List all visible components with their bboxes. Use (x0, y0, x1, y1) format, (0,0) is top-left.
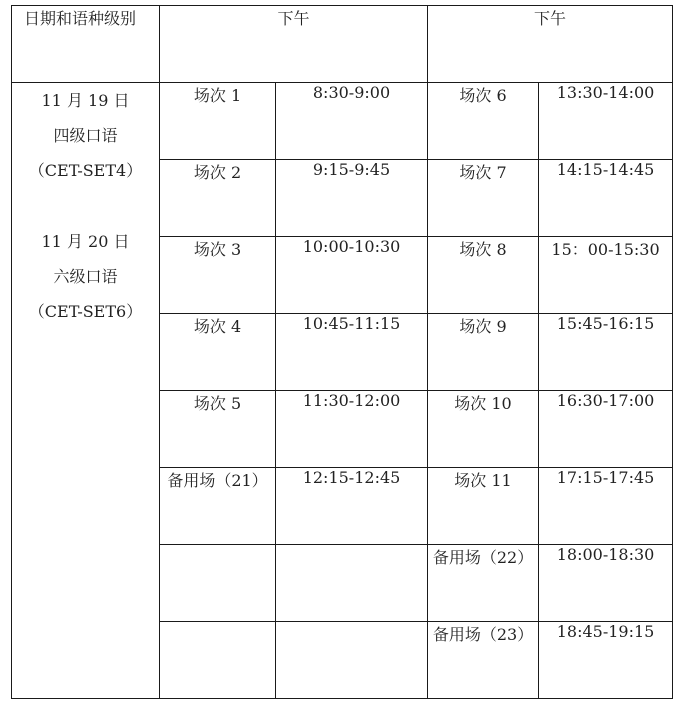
left-session: 备用场（21） (160, 468, 276, 545)
right-time: 13:30-14:00 (539, 83, 673, 160)
left-time: 8:30-9:00 (276, 83, 428, 160)
right-time: 18:45-19:15 (539, 622, 673, 699)
left-time: 9:15-9:45 (276, 160, 428, 237)
header-afternoon-1: 下午 (160, 6, 428, 83)
day1-code: （CET-SET4） (28, 161, 143, 180)
header-row (12, 6, 673, 83)
table-row (12, 83, 673, 160)
day2-level: 六级口语 (53, 267, 118, 286)
date-level-cell (12, 83, 160, 699)
right-session: 备用场（23） (428, 622, 539, 699)
right-time: 15:45-16:15 (539, 314, 673, 391)
right-time: 14:15-14:45 (539, 160, 673, 237)
day1-level: 四级口语 (53, 126, 118, 145)
right-session: 场次 7 (428, 160, 539, 237)
left-session: 场次 1 (160, 83, 276, 160)
spacer (12, 188, 159, 224)
right-session: 场次 8 (428, 237, 539, 314)
right-time: 15：00-15:30 (539, 237, 673, 314)
header-afternoon-2: 下午 (428, 6, 673, 83)
exam-schedule-table (11, 5, 673, 699)
day2-date: 11 月 20 日 (41, 232, 130, 251)
left-session (160, 545, 276, 622)
right-session: 备用场（22） (428, 545, 539, 622)
day2-code: （CET-SET6） (28, 302, 143, 321)
left-session: 场次 2 (160, 160, 276, 237)
right-time: 18:00-18:30 (539, 545, 673, 622)
right-time: 17:15-17:45 (539, 468, 673, 545)
left-session (160, 622, 276, 699)
right-time: 16:30-17:00 (539, 391, 673, 468)
left-time: 10:00-10:30 (276, 237, 428, 314)
day1-date: 11 月 19 日 (41, 91, 130, 110)
header-date-level: 日期和语种级别 (12, 6, 160, 83)
left-session: 场次 3 (160, 237, 276, 314)
right-session: 场次 9 (428, 314, 539, 391)
left-time (276, 622, 428, 699)
right-session: 场次 11 (428, 468, 539, 545)
right-session: 场次 6 (428, 83, 539, 160)
right-session: 场次 10 (428, 391, 539, 468)
left-time: 10:45-11:15 (276, 314, 428, 391)
left-time: 12:15-12:45 (276, 468, 428, 545)
left-session: 场次 5 (160, 391, 276, 468)
left-time: 11:30-12:00 (276, 391, 428, 468)
left-time (276, 545, 428, 622)
left-session: 场次 4 (160, 314, 276, 391)
